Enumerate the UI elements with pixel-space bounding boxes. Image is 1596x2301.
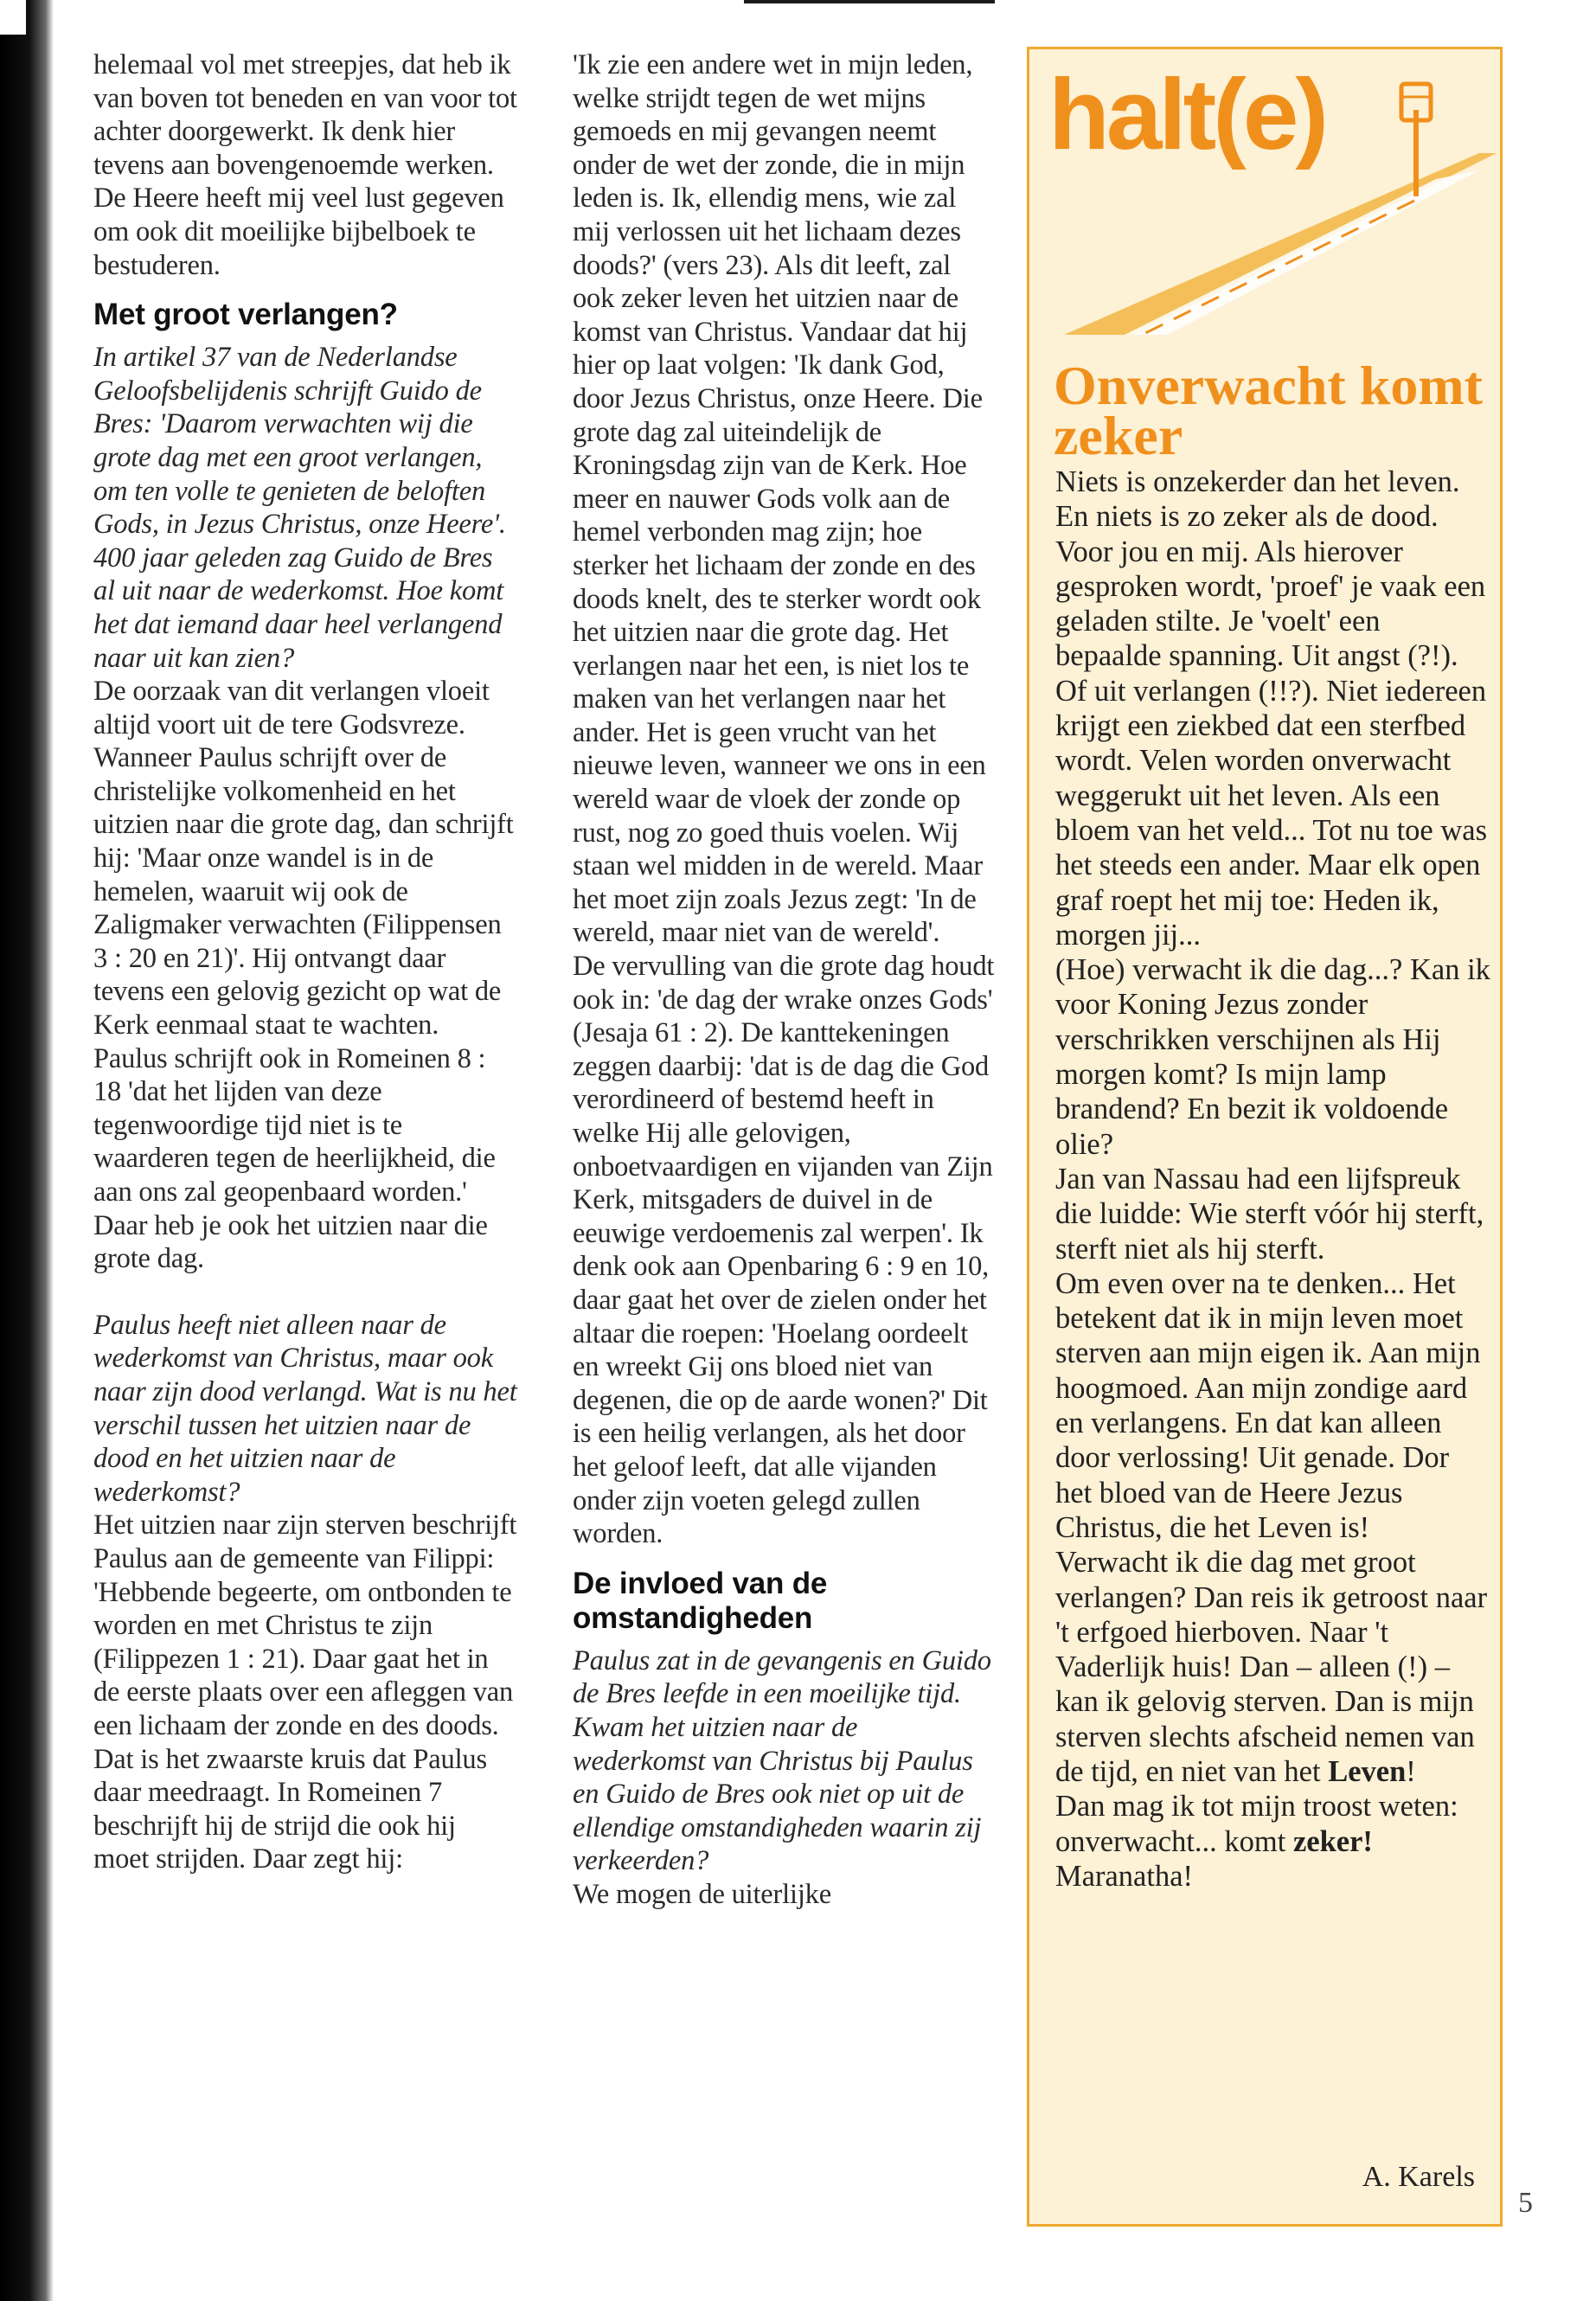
paragraph: De vervulling van die grote dag houdt ook in: 'de dag der wrake onzes Gods' (Jesaja 61 : 2). De kanttekeningen zeggen daarbij: 'dat is de dag die God verordineerd of bestemd heeft in welke Hij alle gelovigen, onboetvaardigen en vijanden van Zijn Kerk, mitsgaders de duivel in de eeuwige verdoemenis zal werpen'. Ik denk ook aan Openbaring 6 : 9 en 10, daar gaat het over de zielen onder het altaar die roepen: 'Hoelang oordeelt en wreekt Gij ons bloed niet van degenen, die op de aarde wonen?' Dit is een heilig verlangen, als het door het geloof leeft, dat alle vijanden onder zijn voeten gelegd zullen worden.	[573, 951, 995, 1550]
box-paragraph: (Hoe) verwacht ik die dag...? Kan ik voor Koning Jezus zonder verschrikken verschijnen als Hij morgen komt? Is mijn lamp brandend? En bezit ik voldoende olie?	[1055, 953, 1490, 1161]
box-text: Dan mag ik tot mijn troost weten: onverwacht... komt	[1055, 1790, 1458, 1858]
paragraph: Het uitzien naar zijn sterven beschrijft Paulus aan de gemeente van Filippi: 'Hebbende begeerte, om ontbonden te worden en met Christus te zijn (Filippezen 1 : 21). Daar gaat het in de eerste plaats over een afleggen van een lichaam der zonde en des doods. Dat is het zwaarste kruis dat Paulus daar meedraagt. In Romeinen 7 beschrijft hij de strijd die ook hij moet strijden. Daar zegt hij:	[93, 1509, 517, 1875]
paragraph-gap	[93, 1276, 517, 1309]
box-paragraph: Om even over na te denken... Het betekent dat ik in mijn leven moet sterven aan mijn eigen ik. Aan mijn hoogmoed. Aan mijn zondige aard en verlangens. En dat kan alleen door verlossing! Uit genade. Dor het bloed van de Heere Jezus Christus, die het Leven is!	[1055, 1266, 1481, 1544]
spine-top-gap	[0, 0, 26, 35]
italic-intro: In artikel 37 van de Nederlandse Geloofsbelijdenis schrijft Guido de Bres: 'Daarom verwachten wij die grote dag met een groot verlangen, om ten volle te genieten de beloften Gods, in Jezus Christus, onze Heere'. 400 jaar geleden zag Guido de Bres al uit naar de wederkomst. Hoe komt het dat iemand daar heel verlangend naar uit kan zien?	[93, 342, 506, 674]
box-title: Onverwacht komt zeker	[1054, 355, 1483, 466]
paragraph: 'Ik zie een andere wet in mijn leden, welke strijdt tegen de wet mijns gemoeds en mij gevangen neemt onder de wet der zonde, die in mijn leden is. Ik, ellendig mens, wie zal mij verlossen uit het lichaam dezes doods?' (vers 23). Als dit leeft, zal ook zeker leven het uitzien naar de komst van Christus. Vandaar dat hij hier op laat volgen: 'Ik dank God, door Jezus Christus, onze Heere. Die grote dag zal uiteindelijk de Kroningsdag zijn van de Kerk. Hoe meer en nauwer Gods volk aan de hemel verbonden mag zijn; hoe sterker het lichaam der zonde en des doods knelt, des te sterker wordt ook het uitzien naar die grote dag. Het verlangen naar het een, is niet los te maken van het verlangen naar het ander. Het is geen vrucht van het nieuwe leven, wanneer we ons in een wereld waar de vloek der zonde op rust, nog zo goed thuis voelen. Wij staan wel midden in de wereld. Maar het moet zijn zoals Jezus zegt: 'In de wereld, maar niet van de wereld'.	[573, 49, 986, 949]
italic-question: Paulus heeft niet alleen naar de wederkomst van Christus, maar ook naar zijn dood verlangd. Wat is nu het verschil tussen het uitzien naar de dood en het uitzien naar de wederkomst?	[93, 1309, 517, 1508]
italic-question: Paulus zat in de gevangenis en Guido de Bres leefde in een moeilijke tijd. Kwam het uitzien naar de wederkomst van Christus bij Paulus en Guido de Bres ook niet op uit de ellendige omstandigheden waarin zij verkeerden?	[573, 1644, 991, 1877]
section-heading: De invloed van de omstandigheden	[573, 1566, 828, 1635]
punctuation: !	[1406, 1754, 1416, 1788]
halte-logo: halt(e)	[1048, 58, 1325, 170]
top-rule	[744, 0, 995, 3]
box-text: Verwacht ik die dag met groot verlangen? Dan reis ik getroost naar 't erfgoed hierboven. Naar 't Vaderlijk huis! Dan – alleen (!) – kan ik gelovig sterven. Dan is mijn sterven slechts afscheid nemen van de tijd, en niet van het	[1055, 1546, 1488, 1788]
halte-sidebar-box	[1027, 47, 1503, 2227]
paragraph: helemaal vol met streepjes, dat heb ik van boven tot beneden en van voor tot achter doorgewerkt. Ik denk hier tevens aan bovengenoemde werken. De Heere heeft mij veel lust gegeven om ook dit moeilijke bijbelboek te bestuderen.	[93, 49, 517, 281]
article-column-1	[93, 48, 517, 1876]
box-body	[1055, 465, 1492, 1894]
section-heading: Met groot verlangen?	[93, 298, 398, 332]
page-number: 5	[1518, 2187, 1533, 2219]
paragraph: We mogen de uiterlijke	[573, 1878, 831, 1910]
box-paragraph: Niets is onzekerder dan het leven. En niets is zo zeker als de dood. Voor jou en mij. Als hierover gesproken wordt, 'proef' je vaak een geladen stilte. Je 'voelt' een bepaalde spanning. Uit angst (?!). Of uit verlangen (!!?). Niet iedereen krijgt een ziekbed dat een sterfbed wordt. Velen worden onverwacht weggerukt uit het leven. Als een bloem van het veld... Tot nu toe was het steeds een ander. Maar elk open graf roept het mij toe: Heden ik, morgen jij...	[1055, 465, 1488, 952]
emphasis-word: zeker!	[1292, 1824, 1373, 1858]
box-paragraph	[1055, 1789, 1492, 1859]
emphasis-word: Leven	[1328, 1754, 1407, 1788]
binding-spine-shadow	[0, 0, 54, 2301]
author-signature: A. Karels	[1362, 2161, 1475, 2193]
article-column-2	[573, 48, 997, 1911]
box-paragraph: Maranatha!	[1055, 1859, 1193, 1893]
box-paragraph: Jan van Nassau had een lijfspreuk die luidde: Wie sterft vóór hij sterft, sterft niet als hij sterft.	[1055, 1162, 1484, 1266]
box-paragraph	[1055, 1545, 1492, 1789]
paragraph: De oorzaak van dit verlangen vloeit altijd voort uit de tere Godsvreze. Wanneer Paulus schrijft over de christelijke volkomenheid en het uitzien naar die grote dag, dan schrijft hij: 'Maar onze wandel is in de hemelen, waaruit wij ook de Zaligmaker verwachten (Filippensen 3 : 20 en 21)'. Hij ontvangt daar tevens een gelovig gezicht op wat de Kerk eenmaal staat te wachten. Paulus schrijft ook in Romeinen 8 : 18 'dat het lijden van deze tegenwoordige tijd niet is te waarderen tegen de heerlijkheid, die aan ons zal geopenbaard worden.' Daar heb je ook het uitzien naar die grote dag.	[93, 676, 514, 1275]
